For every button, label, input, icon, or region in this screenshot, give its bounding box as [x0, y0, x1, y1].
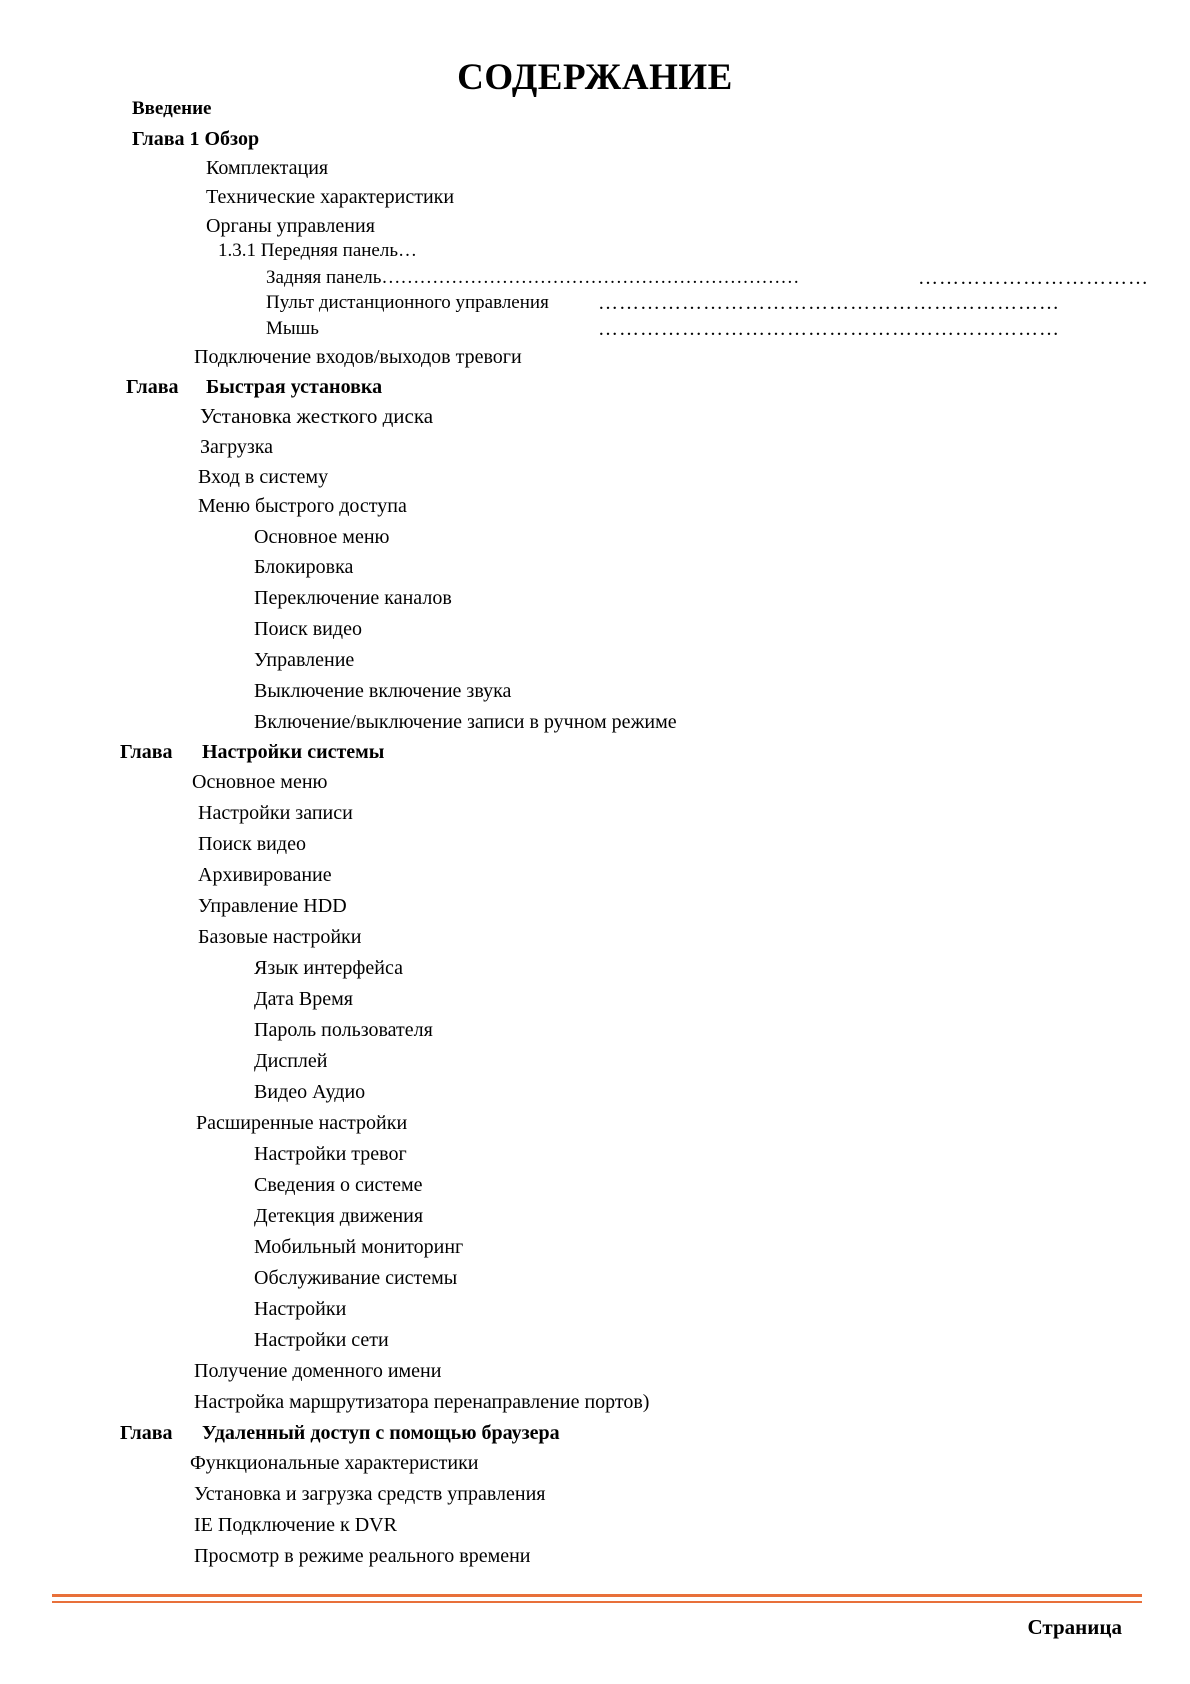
toc-intro: Введение [132, 98, 212, 119]
toc-chapter-label: Глава [120, 1422, 173, 1444]
toc-item: Подключение входов/выходов тревоги [194, 346, 522, 368]
toc-item: Настройки записи [198, 802, 353, 824]
toc-subitem: Мышь [266, 318, 319, 339]
toc-subitem: Управление [254, 649, 355, 671]
toc-subitem: Сведения о системе [254, 1174, 423, 1196]
toc-subitem: Включение/выключение записи в ручном режиме [254, 711, 677, 733]
toc-leader-dots: ………………………………………………………… [598, 318, 1060, 340]
toc-item: Основное меню [192, 771, 328, 793]
toc-chapter-label: Глава [120, 741, 173, 763]
toc-item: Поиск видео [198, 833, 306, 855]
toc-item: Получение доменного имени [194, 1360, 442, 1382]
toc-chapter-title: Настройки системы [202, 741, 385, 763]
toc-subitem: Настройки тревог [254, 1143, 407, 1165]
toc-item: Установка жесткого диска [200, 404, 434, 428]
toc-item: Базовые настройки [198, 926, 362, 948]
toc-item: Архивирование [198, 864, 332, 886]
toc-item: Органы управления [206, 215, 375, 237]
toc-item: Вход в систему [198, 466, 329, 488]
toc-subitem: Блокировка [254, 556, 354, 578]
toc-item: Функциональные характеристики [190, 1452, 479, 1474]
toc-subitem: Основное меню [254, 526, 390, 548]
page-title: СОДЕРЖАНИЕ [457, 57, 733, 98]
toc-subitem: Поиск видео [254, 618, 362, 640]
toc-item: Установка и загрузка средств управления [194, 1483, 546, 1505]
toc-chapter-label: Глава [126, 376, 179, 398]
toc-subitem: Видео Аудио [254, 1081, 366, 1103]
toc-subitem: Задняя панель………………………………………………………… [266, 267, 800, 288]
toc-subitem: Обслуживание системы [254, 1267, 458, 1289]
toc-item: Загрузка [200, 436, 274, 458]
toc-item: Технические характеристики [206, 186, 455, 208]
toc-subitem: Настройки [254, 1298, 347, 1320]
footer-rule [52, 1594, 1142, 1597]
toc-chapter-title: Быстрая установка [206, 376, 383, 398]
toc-subitem: Дата Время [254, 988, 353, 1010]
toc-subitem: Язык интерфейса [254, 957, 403, 979]
toc-chapter-1: Глава 1 Обзор [132, 128, 260, 150]
toc-item: IE Подключение к DVR [194, 1514, 397, 1536]
toc-subitem: Выключение включение звука [254, 680, 512, 702]
toc-subitem: Настройки сети [254, 1329, 389, 1351]
toc-leader-dots: ………………………………………………………… [598, 292, 1060, 314]
toc-item: Комплектация [206, 157, 329, 179]
toc-item: Меню быстрого доступа [198, 495, 407, 517]
toc-item: Просмотр в режиме реального времени [194, 1545, 531, 1567]
toc-item: Настройка маршрутизатора перенаправление портов) [194, 1391, 650, 1413]
page-footer-label: Страница [1027, 1615, 1122, 1639]
toc-subitem: Пароль пользователя [254, 1019, 433, 1041]
toc-item: Расширенные настройки [196, 1112, 408, 1134]
toc-subitem: Детекция движения [254, 1205, 424, 1227]
toc-subitem: Мобильный мониторинг [254, 1236, 464, 1258]
toc-item: Управление HDD [198, 895, 347, 917]
toc-subitem: Переключение каналов [254, 587, 452, 609]
footer-rule-secondary [52, 1601, 1142, 1603]
toc-subitem: Пульт дистанционного управления [266, 292, 549, 313]
toc-chapter-title: Удаленный доступ с помощью браузера [202, 1422, 560, 1444]
toc-subitem: Дисплей [254, 1050, 328, 1072]
toc-subitem: 1.3.1 Передняя панель… [218, 240, 417, 261]
toc-leader-dots: …………………………… [918, 267, 1149, 289]
